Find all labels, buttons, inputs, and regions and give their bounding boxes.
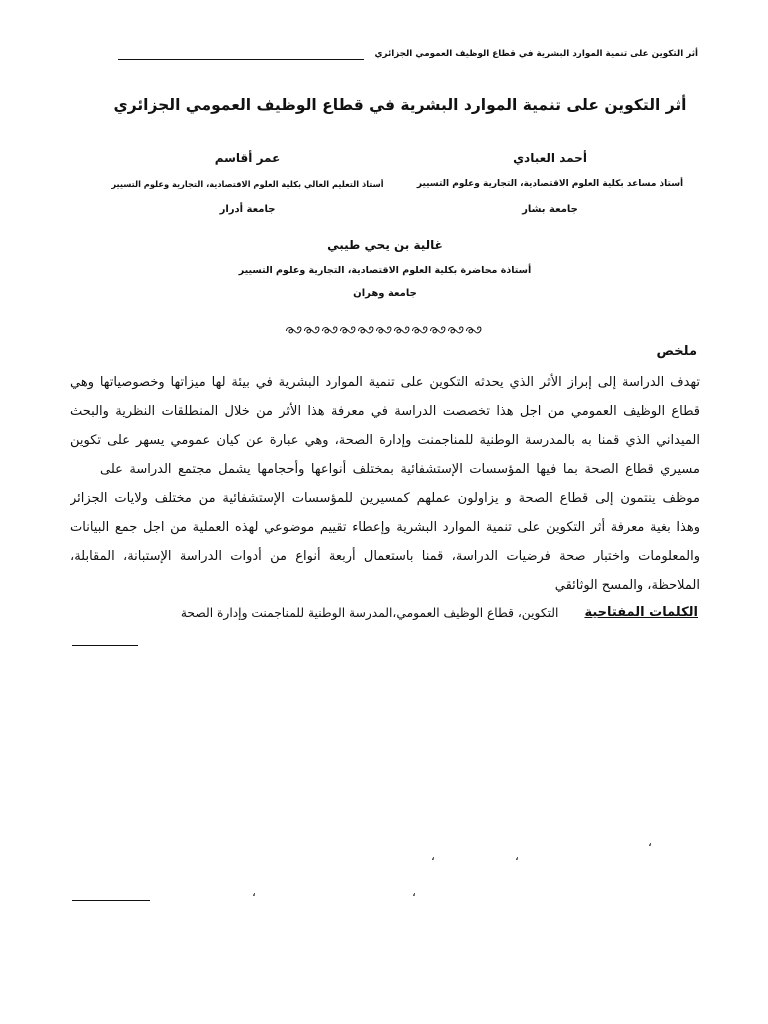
footnote-mark: ، — [515, 849, 519, 863]
keywords-text: التكوين، قطاع الوظيف العمومي،المدرسة الوطنية للمناجمنت وإدارة الصحة — [180, 606, 559, 620]
ornament-swirl — [359, 327, 373, 333]
footnote-separator — [72, 900, 150, 901]
author-university: جامعة أدرار — [219, 204, 276, 215]
abstract-line: الميداني الذي قمنا به بالمدرسة الوطنية للمناجمنت وإدارة الصحة، وهي عبارة عن كيان عمومي يسهر على تكوين — [70, 433, 700, 448]
footnote-mark: ، — [648, 835, 652, 849]
ornament-swirl — [287, 327, 301, 333]
ornament-swirl — [377, 327, 391, 333]
ornament-swirl — [305, 327, 319, 333]
footnote-mark: ، — [252, 885, 256, 899]
ornament-swirl — [467, 327, 481, 333]
footnote-mark: ، — [431, 849, 435, 863]
ornament-swirl — [431, 327, 445, 333]
running-header-text: أثر التكوين على تنمية الموارد البشرية في قطاع الوظيف العمومي الجزائري — [374, 49, 698, 59]
keywords-label: الكلمات المفتاحية — [584, 605, 698, 620]
keywords-row — [175, 603, 698, 623]
author-block — [415, 148, 685, 219]
abstract-line: والمعلومات واختبار صحة فرضيات الدراسة، قمنا باستعمال أربعة أنواع من أدوات الدراسة الإستبانة، المقابلة، — [70, 549, 700, 564]
running-header — [118, 44, 698, 64]
abstract-body — [70, 368, 700, 600]
abstract-heading: ملخص — [656, 344, 697, 359]
footnote-mark: ، — [412, 885, 416, 899]
author-position: أستاذ مساعد بكلية العلوم الاقتصادية، التجارية وعلوم التسيير — [416, 179, 684, 189]
ornament-swirl — [395, 327, 409, 333]
author-position: أستاذة محاضرة بكلية العلوم الاقتصادية، التجارية وعلوم التسيير — [238, 265, 532, 276]
author-position: أستاذ التعليم العالي بكلية العلوم الاقتصادية، التجارية وعلوم التسيير — [111, 179, 384, 189]
author-block — [235, 235, 535, 303]
ornament-swirl — [323, 327, 337, 333]
abstract-line: وهذا بغية معرفة أثر التكوين على تنمية الموارد البشرية وإعطاء تقييم موضوعي لهذه العملية من اجل جمع البيانات — [70, 520, 700, 535]
running-header-rule — [118, 59, 364, 60]
author-university: جامعة بشار — [522, 204, 578, 215]
footnote-separator — [72, 645, 138, 646]
author-block — [110, 148, 385, 219]
author-name: غالية بن يحي طيبي — [327, 238, 443, 252]
ornament-swirl — [341, 327, 355, 333]
ornament-divider — [285, 324, 485, 336]
abstract-line: قطاع الوظيف العمومي من اجل هذا تخصصت الدراسة في معرفة هذا الأثر من خلال المنطلقات النظرية والبحث — [70, 404, 700, 419]
ornament-swirl — [413, 327, 427, 333]
author-name: أحمد العبادي — [513, 151, 587, 165]
paper-title: أثر التكوين على تنمية الموارد البشرية في قطاع الوظيف العمومي الجزائري — [113, 96, 687, 114]
author-university: جامعة وهران — [353, 288, 417, 299]
abstract-line: تهدف الدراسة إلى إبراز الأثر الذي يحدثه التكوين على تنمية الموارد البشرية في بيئة لها ميزاتها وخصوصياتها وهي — [70, 375, 700, 390]
abstract-line: موظف ينتمون إلى قطاع الصحة و يزاولون عملهم كمسيرين للمؤسسات الإستشفائية من مختلف ولايات الجزائر — [70, 491, 700, 506]
abstract-line: مسيري قطاع الصحة بما فيها المؤسسات الإستشفائية بمختلف أنواعها وأحجامها يشمل مجتمع الدراسة على — [100, 462, 700, 477]
abstract-line: الملاحظة، والمسح الوثائقي — [554, 578, 700, 593]
ornament-swirl — [449, 327, 463, 333]
author-name: عمر أقاسم — [214, 151, 281, 165]
